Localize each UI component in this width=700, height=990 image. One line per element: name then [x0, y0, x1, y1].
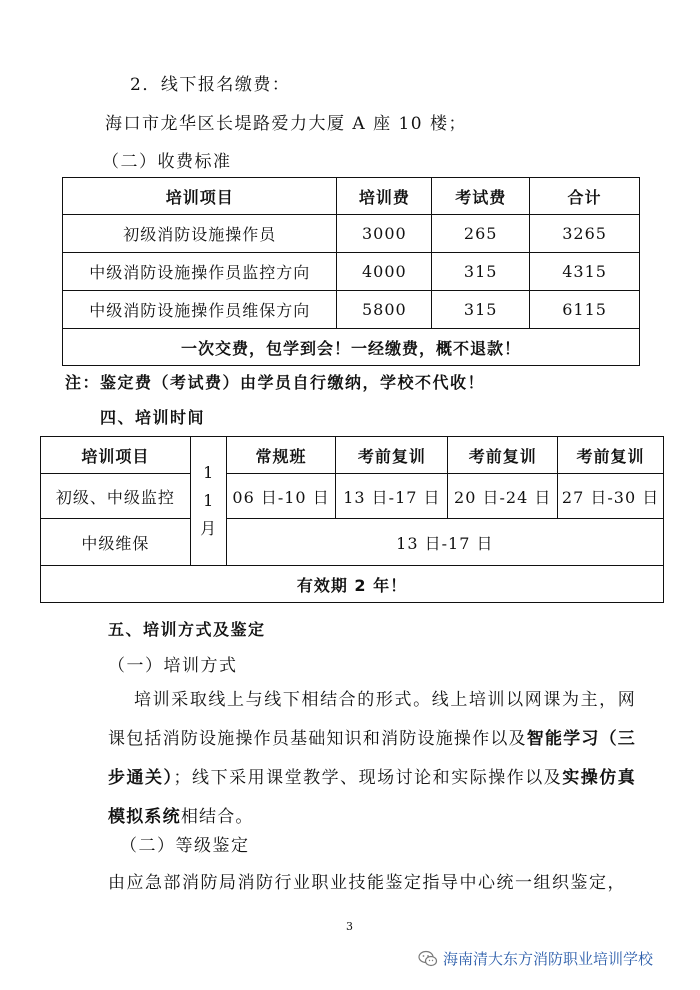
fee-header-total: 合计: [530, 178, 640, 215]
training-method-heading: （一）培训方式: [108, 656, 238, 676]
fee-header-training: 培训费: [337, 178, 432, 215]
month-cell: [190, 437, 226, 566]
table-row: [63, 215, 640, 253]
address-line: 海口市龙华区长堤路爱力大厦 A 座 10 楼；: [105, 114, 468, 134]
fee-cell: 5800: [337, 291, 432, 329]
fee-cell: 4000: [337, 253, 432, 291]
table-row: [63, 291, 640, 329]
time-item-cell: 初级、中级监控: [41, 474, 191, 519]
date-cell: 13 日-17 日: [336, 474, 448, 519]
offline-registration-heading: 2．线下报名缴费：: [130, 75, 291, 95]
time-item-cell: 中级维保: [41, 519, 191, 566]
date-cell: 13 日-17 日: [226, 519, 663, 566]
exam-fee-note: 注：鉴定费（考试费）由学员自行缴纳，学校不代收！: [65, 373, 486, 392]
fee-header-item: 培训项目: [63, 178, 337, 215]
wechat-icon: [418, 950, 438, 968]
time-header-item: 培训项目: [41, 437, 191, 474]
fee-cell: 265: [432, 215, 530, 253]
fee-table: [62, 177, 640, 366]
training-time-table: [40, 436, 664, 603]
time-header-review: 考前复训: [448, 437, 558, 474]
para-bold: 智能学习（三步通关）: [108, 729, 636, 788]
fee-standard-heading: （二）收费标准: [102, 152, 232, 172]
date-cell: 20 日-24 日: [448, 474, 558, 519]
fee-cell: 6115: [530, 291, 640, 329]
fee-cell: 3265: [530, 215, 640, 253]
fee-cell: 315: [432, 291, 530, 329]
time-header-review: 考前复训: [336, 437, 448, 474]
fee-table-footer: [63, 329, 640, 366]
fee-policy-note: 一次交费，包学到会！一经缴费，概不退款！: [63, 329, 640, 366]
section4-title: 四、培训时间: [100, 408, 206, 427]
time-header-review: 考前复训: [558, 437, 664, 474]
fee-header-exam: 考试费: [432, 178, 530, 215]
fee-cell: 初级消防设施操作员: [63, 215, 337, 253]
watermark: [418, 948, 653, 969]
date-cell: 06 日-10 日: [226, 474, 336, 519]
table-row: [63, 253, 640, 291]
fee-cell: 315: [432, 253, 530, 291]
fee-cell: 中级消防设施操作员监控方向: [63, 253, 337, 291]
para-text: ；线下采用课堂教学、现场讨论和实际操作以及: [173, 768, 563, 788]
watermark-text: 海南清大东方消防职业培训学校: [443, 950, 654, 968]
validity-note: 有效期 2 年！: [41, 566, 664, 603]
fee-cell: 4315: [530, 253, 640, 291]
table-row: [41, 474, 664, 519]
time-table-footer: [41, 566, 664, 603]
fee-cell: 3000: [337, 215, 432, 253]
fee-table-header: [63, 178, 640, 215]
training-method-paragraph: [108, 681, 636, 837]
time-table-header: [41, 437, 664, 474]
level-appraisal-heading: （二）等级鉴定: [120, 836, 250, 856]
fee-cell: 中级消防设施操作员维保方向: [63, 291, 337, 329]
date-cell: 27 日-30 日: [558, 474, 664, 519]
para-text: 培训采取线上与线下相结合的形式。线上培训以网课为主，网课包括消防设施操作员基础知识和消防设施操作以及: [108, 690, 636, 749]
para-bold: 实操仿真模拟系统: [108, 768, 636, 827]
para-text: 相结合。: [180, 807, 254, 827]
month-label: 11月: [200, 463, 217, 538]
time-header-regular: 常规班: [226, 437, 336, 474]
page-number: 3: [346, 920, 353, 933]
section5-title: 五、培训方式及鉴定: [108, 620, 266, 639]
appraisal-line: 由应急部消防局消防行业职业技能鉴定指导中心统一组织鉴定，: [108, 873, 626, 893]
table-row: [41, 519, 664, 566]
